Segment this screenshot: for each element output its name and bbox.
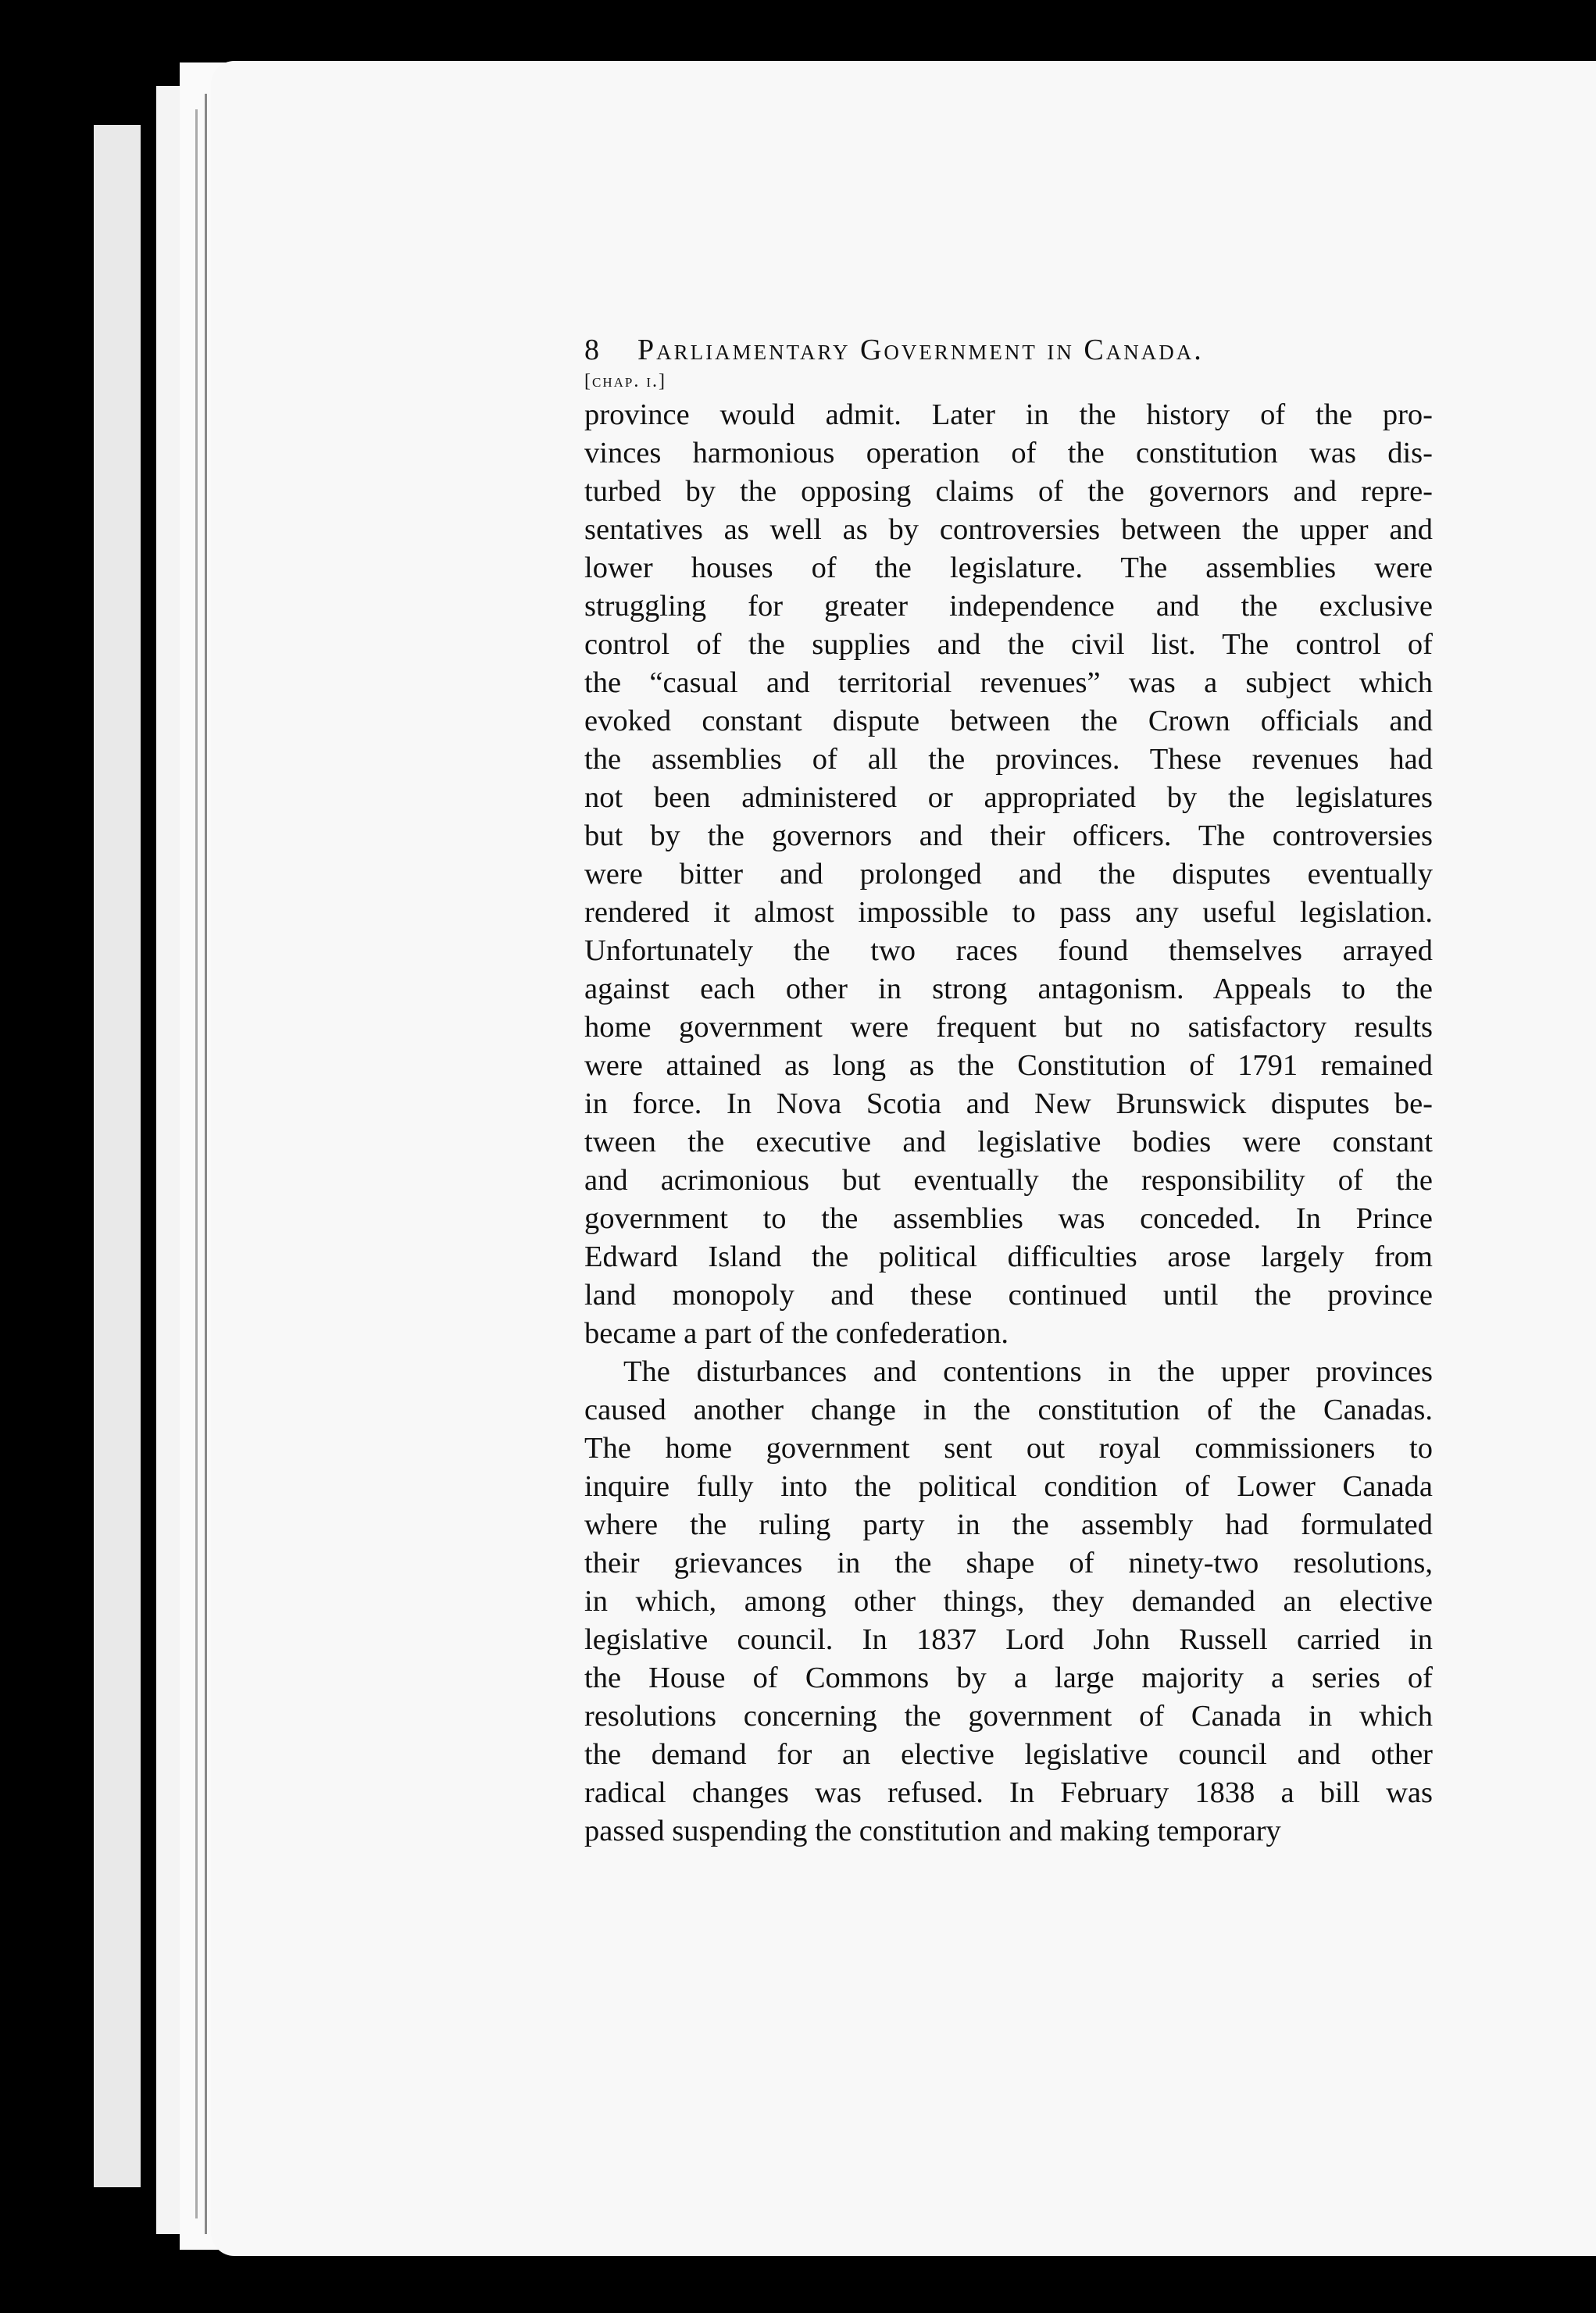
text-line: and acrimonious but eventually the responsibility of the	[584, 1164, 1433, 1197]
text-line: against each other in strong antagonism. Appeals to the	[584, 973, 1433, 1005]
text-line: in which, among other things, they demanded an elective	[584, 1585, 1433, 1618]
text-line: became a part of the confederation.	[584, 1317, 1009, 1350]
text-line: tween the executive and legislative bodies were constant	[584, 1126, 1433, 1158]
text-line: passed suspending the constitution and making temporary	[584, 1815, 1281, 1847]
running-head	[584, 332, 1433, 368]
text-line: The home government sent out royal commissioners to	[584, 1432, 1433, 1465]
text-line: province would admit. Later in the history of the pro-	[584, 398, 1433, 431]
text-line: lower houses of the legislature. The assemblies were	[584, 551, 1433, 584]
text-line: were bitter and prolonged and the disputes eventually	[584, 858, 1433, 891]
paragraph	[584, 396, 1433, 1353]
chapter-reference: [chap. i.]	[584, 371, 666, 391]
text-line: not been administered or appropriated by the legislatures	[584, 781, 1433, 814]
text-line: in force. In Nova Scotia and New Brunswick disputes be-	[584, 1087, 1433, 1120]
text-line: the “casual and territorial revenues” was a subject which	[584, 666, 1433, 699]
text-line: were attained as long as the Constitution of 1791 remained	[584, 1049, 1433, 1082]
text-line: resolutions concerning the government of Canada in which	[584, 1700, 1433, 1733]
text-line: vinces harmonious operation of the constitution was dis-	[584, 437, 1433, 469]
text-line: control of the supplies and the civil list. The control of	[584, 628, 1433, 661]
running-title: Parliamentary Government in Canada.	[637, 334, 1204, 366]
text-line: Unfortunately the two races found themselves arrayed	[584, 934, 1433, 967]
text-line: evoked constant dispute between the Crown officials and	[584, 705, 1433, 737]
text-line: The disturbances and contentions in the upper provinces	[623, 1355, 1433, 1388]
text-line: struggling for greater independence and the exclusive	[584, 590, 1433, 623]
text-line: inquire fully into the political condition of Lower Canada	[584, 1470, 1433, 1503]
page-edge-line	[205, 94, 207, 2234]
text-line: rendered it almost impossible to pass any useful legislation.	[584, 896, 1433, 929]
body-text	[584, 396, 1433, 1851]
text-line: home government were frequent but no satisfactory results	[584, 1011, 1433, 1044]
page-edge	[94, 125, 141, 2187]
page-text	[584, 332, 1433, 1851]
text-line: land monopoly and these continued until the province	[584, 1279, 1433, 1312]
paragraph	[584, 1353, 1433, 1851]
text-line: the House of Commons by a large majority a series of	[584, 1662, 1433, 1694]
text-line: their grievances in the shape of ninety-two resolutions,	[584, 1547, 1433, 1579]
text-line: the demand for an elective legislative council and other	[584, 1738, 1433, 1771]
text-line: legislative council. In 1837 Lord John Russell carried in	[584, 1623, 1433, 1656]
text-line: sentatives as well as by controversies between the upper and	[584, 513, 1433, 546]
text-line: but by the governors and their officers. The controversies	[584, 819, 1433, 852]
page-edge-line	[195, 109, 198, 2218]
text-line: caused another change in the constitution of the Canadas.	[584, 1394, 1433, 1426]
page-number: 8	[584, 334, 601, 366]
text-line: turbed by the opposing claims of the governors and repre-	[584, 475, 1433, 508]
text-line: where the ruling party in the assembly had formulated	[584, 1508, 1433, 1541]
text-line: the assemblies of all the provinces. These revenues had	[584, 743, 1433, 776]
text-line: radical changes was refused. In February 1838 a bill was	[584, 1776, 1433, 1809]
text-line: Edward Island the political difficulties arose largely from	[584, 1240, 1433, 1273]
text-line: government to the assemblies was conceded. In Prince	[584, 1202, 1433, 1235]
